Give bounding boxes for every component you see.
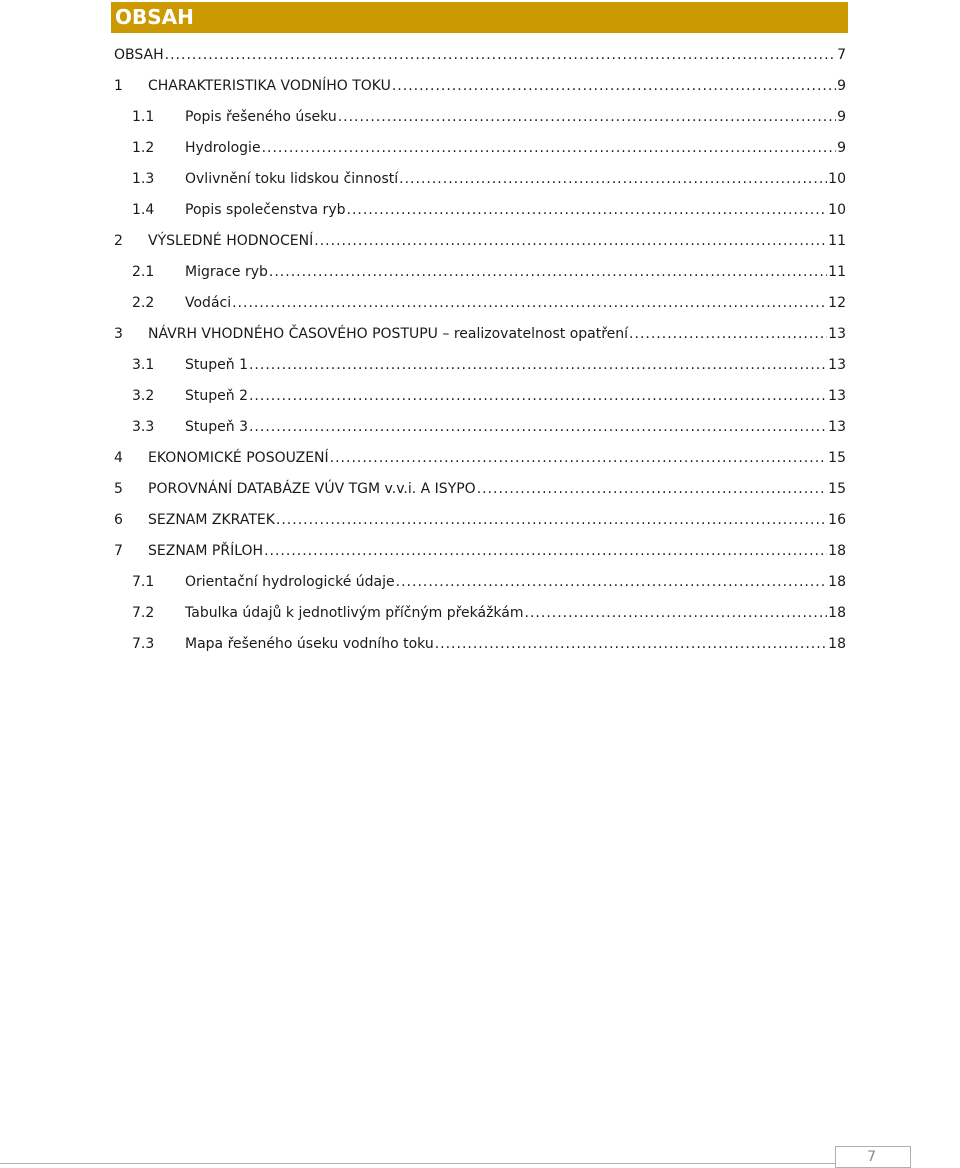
toc-entry-number: 1.2 <box>132 140 155 156</box>
toc-entry-page: 18 <box>828 605 846 621</box>
toc-entry[interactable] <box>114 567 846 598</box>
toc-dot-leader <box>396 567 828 598</box>
toc-dot-leader <box>347 195 828 226</box>
toc-entry-title: Migrace ryb <box>185 264 268 280</box>
toc-entry-page: 13 <box>828 326 846 342</box>
toc-entry-page: 9 <box>837 109 846 125</box>
toc-entry-title: POROVNÁNÍ DATABÁZE VÚV TGM v.v.i. A ISYPO <box>148 481 476 497</box>
toc-entry-title: Ovlivnění toku lidskou činností <box>185 171 399 187</box>
toc-entry-number: 2.2 <box>132 295 155 311</box>
toc-entry-number: 7 <box>114 543 123 559</box>
toc-entry-title: Tabulka údajů k jednotlivým příčným překážkám <box>185 605 524 621</box>
toc-dot-leader <box>330 443 828 474</box>
toc-dot-leader <box>232 288 827 319</box>
toc-entry[interactable] <box>114 102 846 133</box>
table-of-contents <box>114 40 846 660</box>
toc-entry-page: 13 <box>828 388 846 404</box>
footer-rule <box>0 1163 835 1164</box>
toc-entry[interactable] <box>114 381 846 412</box>
toc-entry-number: 6 <box>114 512 123 528</box>
page-number-box <box>835 1146 911 1168</box>
toc-entry-title: Hydrologie <box>185 140 261 156</box>
toc-entry-title: CHARAKTERISTIKA VODNÍHO TOKU <box>148 78 391 94</box>
toc-dot-leader <box>249 350 827 381</box>
toc-dot-leader <box>392 71 836 102</box>
toc-entry-title: Vodáci <box>185 295 232 311</box>
toc-dot-leader <box>314 226 827 257</box>
toc-entry[interactable] <box>114 164 846 195</box>
toc-entry-title: OBSAH <box>114 47 164 63</box>
toc-entry-number: 1.4 <box>132 202 155 218</box>
toc-entry-page: 13 <box>828 357 846 373</box>
toc-entry[interactable] <box>114 443 846 474</box>
toc-entry-number: 1 <box>114 78 123 94</box>
toc-dot-leader <box>249 412 827 443</box>
toc-heading-bar <box>111 2 848 33</box>
toc-entry-page: 9 <box>837 78 846 94</box>
toc-entry-number: 3.3 <box>132 419 155 435</box>
toc-dot-leader <box>262 133 837 164</box>
toc-entry-page: 11 <box>828 233 846 249</box>
toc-dot-leader <box>525 598 828 629</box>
toc-dot-leader <box>399 164 827 195</box>
toc-entry[interactable] <box>114 195 846 226</box>
toc-entry-page: 10 <box>828 202 846 218</box>
toc-entry-page: 18 <box>828 574 846 590</box>
toc-entry-title: Orientační hydrologické údaje <box>185 574 395 590</box>
toc-entry[interactable] <box>114 257 846 288</box>
toc-entry[interactable] <box>114 71 846 102</box>
toc-entry-number: 3.1 <box>132 357 155 373</box>
toc-entry[interactable] <box>114 598 846 629</box>
toc-dot-leader <box>269 257 827 288</box>
toc-entry-number: 7.2 <box>132 605 155 621</box>
toc-entry-page: 18 <box>828 636 846 652</box>
toc-entry-title: SEZNAM ZKRATEK <box>148 512 275 528</box>
toc-dot-leader <box>264 536 827 567</box>
page-number: 7 <box>867 1149 876 1165</box>
toc-entry-page: 11 <box>828 264 846 280</box>
toc-entry[interactable] <box>114 412 846 443</box>
toc-entry-title: EKONOMICKÉ POSOUZENÍ <box>148 450 329 466</box>
toc-dot-leader <box>249 381 827 412</box>
toc-dot-leader <box>435 629 827 660</box>
toc-entry-number: 7.3 <box>132 636 155 652</box>
toc-entry-page: 7 <box>837 47 846 63</box>
toc-entry[interactable] <box>114 40 846 71</box>
toc-dot-leader <box>165 40 836 71</box>
toc-entry-number: 2 <box>114 233 123 249</box>
toc-entry-title: Stupeň 2 <box>185 388 248 404</box>
toc-entry[interactable] <box>114 350 846 381</box>
toc-entry-page: 12 <box>828 295 846 311</box>
toc-entry-page: 10 <box>828 171 846 187</box>
toc-entry-title: Popis řešeného úseku <box>185 109 337 125</box>
toc-entry-number: 3.2 <box>132 388 155 404</box>
toc-entry[interactable] <box>114 133 846 164</box>
toc-entry[interactable] <box>114 474 846 505</box>
toc-entry-title: NÁVRH VHODNÉHO ČASOVÉHO POSTUPU – realizovatelnost opatření <box>148 326 629 342</box>
toc-entry[interactable] <box>114 226 846 257</box>
toc-entry-number: 7.1 <box>132 574 155 590</box>
toc-entry-title: Stupeň 1 <box>185 357 248 373</box>
toc-entry-number: 4 <box>114 450 123 466</box>
toc-dot-leader <box>338 102 836 133</box>
toc-dot-leader <box>276 505 827 536</box>
toc-entry-page: 15 <box>828 481 846 497</box>
toc-entry[interactable] <box>114 319 846 350</box>
toc-dot-leader <box>629 319 827 350</box>
toc-entry-number: 1.3 <box>132 171 155 187</box>
toc-entry-title: Stupeň 3 <box>185 419 248 435</box>
toc-entry-page: 15 <box>828 450 846 466</box>
toc-entry-page: 18 <box>828 543 846 559</box>
toc-entry-title: VÝSLEDNÉ HODNOCENÍ <box>148 233 314 249</box>
toc-entry-page: 16 <box>828 512 846 528</box>
toc-entry[interactable] <box>114 536 846 567</box>
toc-entry-title: SEZNAM PŘÍLOH <box>148 543 264 559</box>
toc-entry-page: 9 <box>837 140 846 156</box>
toc-entry-title: Popis společenstva ryb <box>185 202 346 218</box>
toc-entry[interactable] <box>114 505 846 536</box>
toc-entry[interactable] <box>114 288 846 319</box>
toc-entry-number: 2.1 <box>132 264 155 280</box>
toc-entry-number: 1.1 <box>132 109 155 125</box>
toc-dot-leader <box>477 474 827 505</box>
toc-entry[interactable] <box>114 629 846 660</box>
toc-entry-title: Mapa řešeného úseku vodního toku <box>185 636 434 652</box>
toc-heading: OBSAH <box>115 5 194 29</box>
toc-entry-page: 13 <box>828 419 846 435</box>
toc-entry-number: 3 <box>114 326 123 342</box>
toc-entry-number: 5 <box>114 481 123 497</box>
